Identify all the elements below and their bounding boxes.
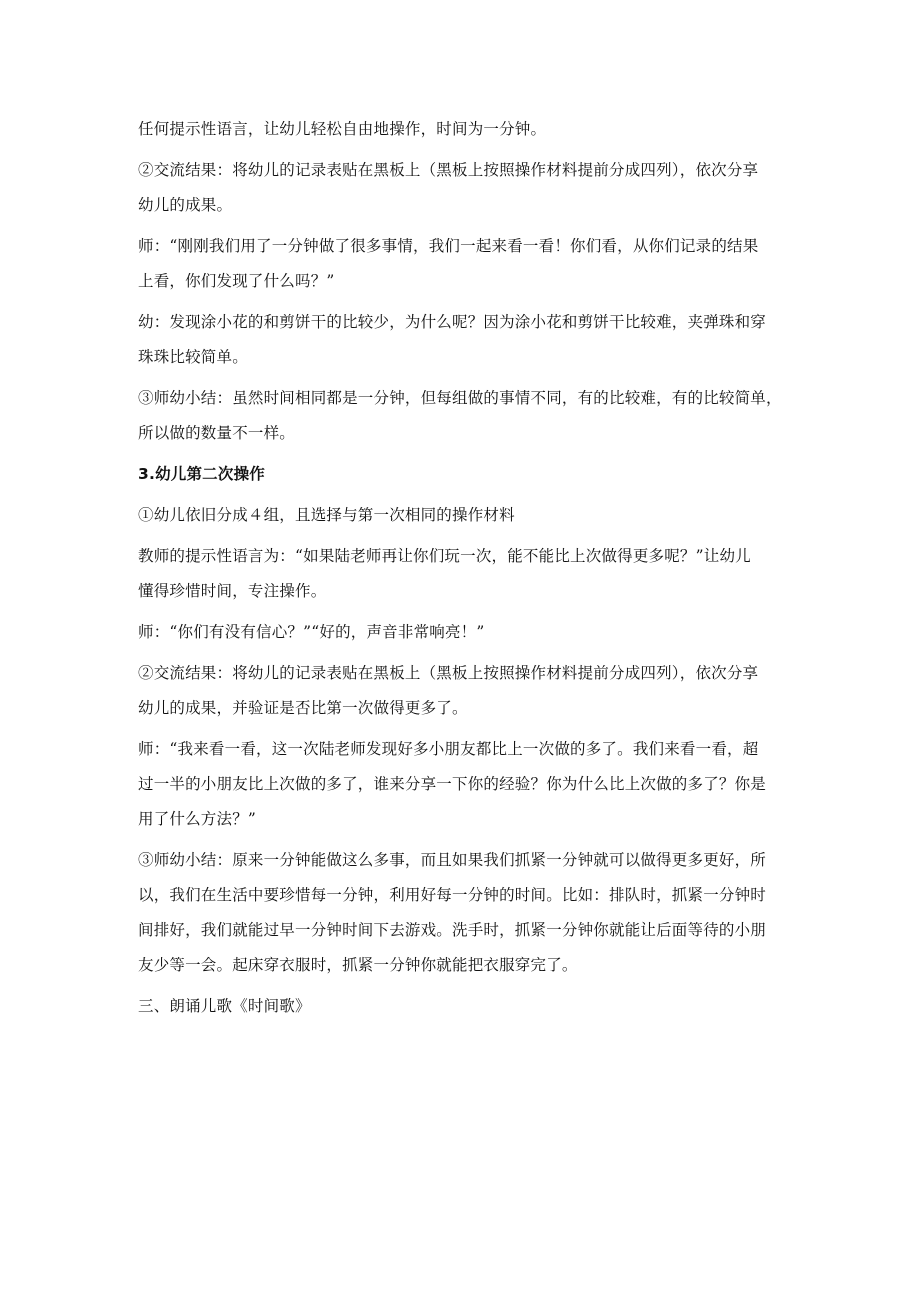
paragraph-instruction-note [138, 112, 788, 147]
text-line: 间排好，我们就能过早一分钟时间下去游戏。洗手时，抓紧一分钟你就能让后面等待的小朋 [138, 921, 767, 939]
text-line: 任何提示性语言，让幼儿轻松自由地操作，时间为一分钟。 [138, 120, 547, 138]
text-line: 所以做的数量不一样。 [138, 424, 296, 442]
document-body [138, 112, 788, 1030]
text-line: 幼儿的成果，并验证是否比第一次做得更多了。 [138, 699, 468, 717]
text-line: ③师幼小结：虽然时间相同都是一分钟，但每组做的事情不同，有的比较难，有的比较简单， [138, 389, 782, 407]
paragraph-share-results-1 [138, 153, 788, 223]
text-line: 师：“我来看一看，这一次陆老师发现好多小朋友都比上一次做的多了。我们来看一看，超 [138, 740, 759, 758]
text-line: 过一半的小朋友比上次做的多了，谁来分享一下你的经验？你为什么比上次做的多了？你是 [138, 775, 767, 793]
paragraph-child-answer [138, 305, 788, 375]
text-line: 幼儿的成果。 [138, 196, 233, 214]
text-line: 上看，你们发现了什么吗？” [138, 272, 335, 290]
text-line: 师：“刚刚我们用了一分钟做了很多事情，我们一起来看一看！你们看，从你们记录的结果 [138, 237, 759, 255]
text-line: 教师的提示性语言为：“如果陆老师再让你们玩一次，能不能比上次做得更多呢？”让幼儿 [138, 547, 751, 565]
text-line: ②交流结果：将幼儿的记录表贴在黑板上（黑板上按照操作材料提前分成四列），依次分享 [138, 664, 759, 682]
text-line: 珠珠比较简单。 [138, 348, 248, 366]
text-line: 以，我们在生活中要珍惜每一分钟，利用好每一分钟的时间。比如：排队时，抓紧一分钟时 [138, 886, 767, 904]
paragraph-summary-1 [138, 381, 788, 451]
paragraph-share-results-2 [138, 656, 788, 726]
text-line: 师：“你们有没有信心？”“好的，声音非常响亮！” [138, 623, 485, 641]
section-heading-recite-song [138, 989, 788, 1024]
text-line: ③师幼小结：原来一分钟能做这么多事，而且如果我们抓紧一分钟就可以做得更多更好，所 [138, 851, 767, 869]
section-heading-second-operation [138, 457, 788, 492]
text-line: 友少等一会。起床穿衣服时，抓紧一分钟你就能把衣服穿完了。 [138, 956, 578, 974]
paragraph-teacher-question-2 [138, 732, 788, 837]
text-line: 懂得珍惜时间，专注操作。 [138, 582, 327, 600]
paragraph-teacher-question-1 [138, 229, 788, 299]
text-line: 三、朗诵儿歌《时间歌》 [138, 997, 311, 1015]
text-line: ①幼儿依旧分成４组，且选择与第一次相同的操作材料 [138, 506, 515, 524]
heading-text: 3.幼儿第二次操作 [138, 465, 265, 483]
text-line: 用了什么方法？” [138, 810, 257, 828]
paragraph-summary-2 [138, 843, 788, 983]
paragraph-grouping [138, 498, 788, 533]
paragraph-teacher-prompt [138, 539, 788, 609]
text-line: 幼：发现涂小花的和剪饼干的比较少，为什么呢？因为涂小花和剪饼干比较难，夹弹珠和穿 [138, 313, 767, 331]
text-line: ②交流结果：将幼儿的记录表贴在黑板上（黑板上按照操作材料提前分成四列），依次分享 [138, 161, 759, 179]
paragraph-teacher-confidence [138, 615, 788, 650]
